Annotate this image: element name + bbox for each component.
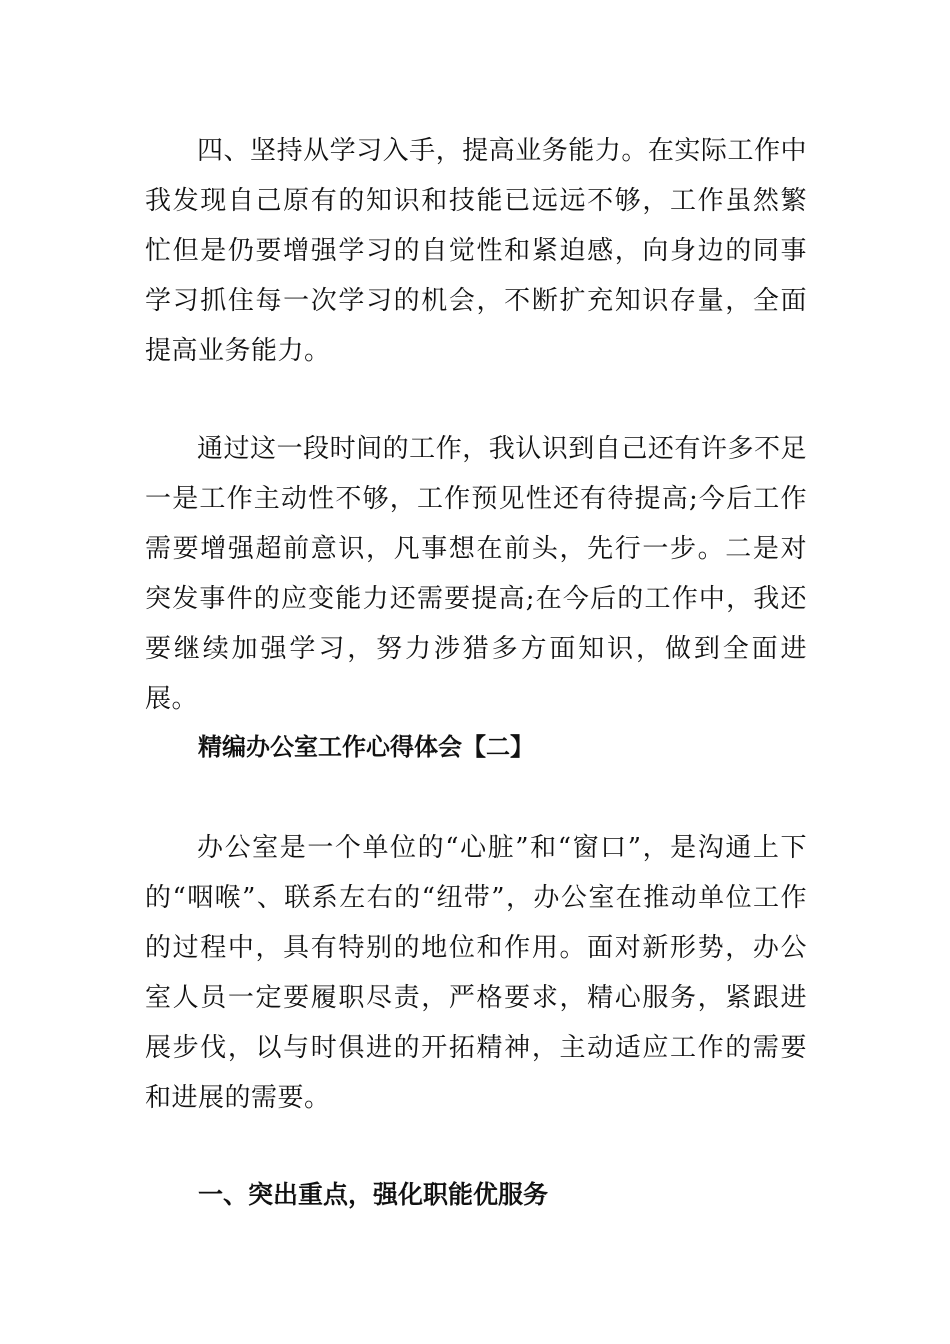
paragraph-office-intro: 办公室是一个单位的“心脏”和“窗口”，是沟通上下的“咽喉”、联系左右的“纽带”，办公室在推动单位工作的过程中，具有特别的地位和作用。面对新形势，办公室人员一定要履职尽责，严格要求，精心服务，紧跟进展步伐，以与时俱进的开拓精神，主动适应工作的需要和进展的需要。 — [145, 833, 807, 1113]
paragraph-study-improve: 四、坚持从学习入手，提高业务能力。在实际工作中我发现自己原有的知识和技能已远远不够，工作虽然繁忙但是仍要增强学习的自觉性和紧迫感，向身边的同事学习抓住每一次学习的机会，不断扩充知识存量，全面提高业务能力。 — [145, 136, 807, 366]
subheading-first-point: 一、突出重点，强化职能优服务 — [198, 1180, 549, 1209]
section-title: 精编办公室工作心得体会【二】 — [198, 732, 534, 761]
paragraph-shortcomings: 通过这一段时间的工作，我认识到自己还有许多不足一是工作主动性不够，工作预见性还有待提高;今后工作需要增强超前意识，凡事想在前头，先行一步。二是对突发事件的应变能力还需要提高;在今后的工作中，我还要继续加强学习，努力涉猎多方面知识，做到全面进展。 — [145, 434, 807, 714]
